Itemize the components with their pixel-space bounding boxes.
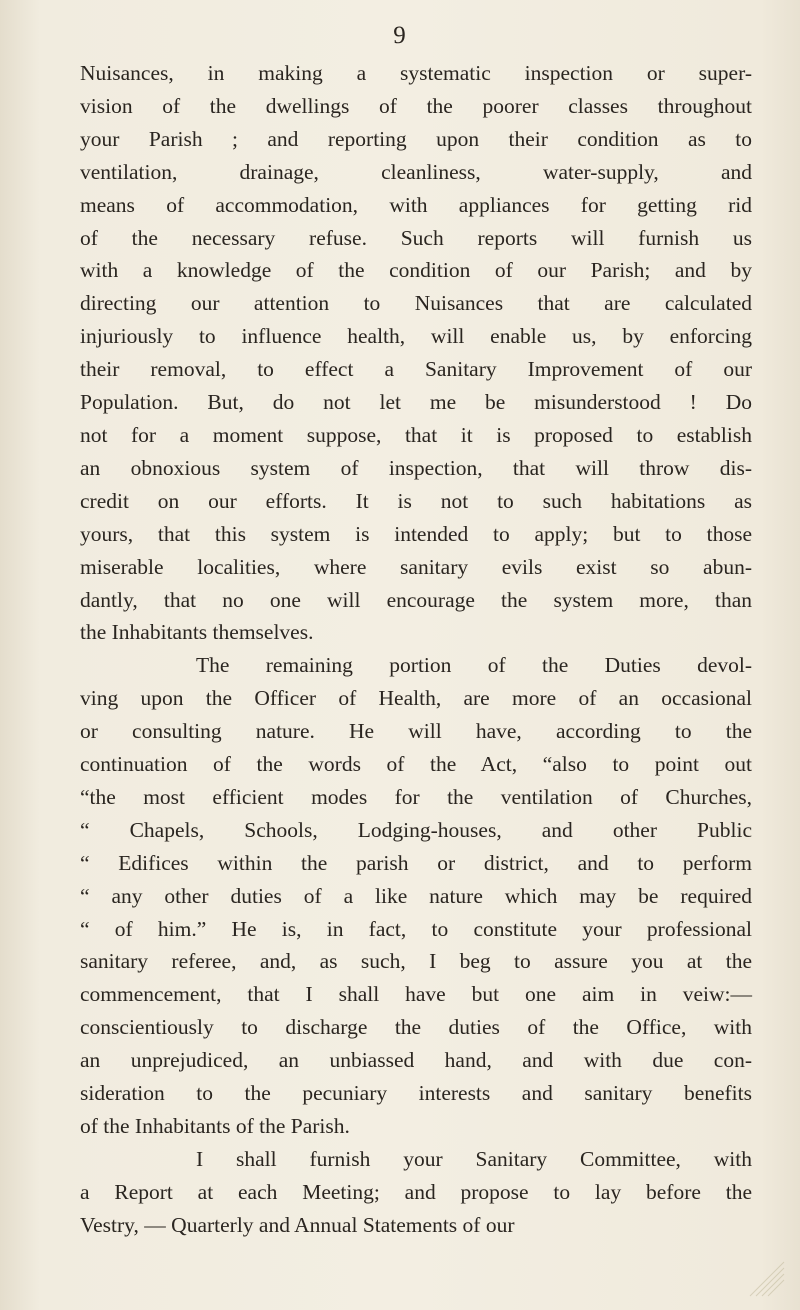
text-line: not for a moment suppose, that it is proposed to establish xyxy=(80,422,752,447)
page-number: 9 xyxy=(393,22,407,49)
text-line: continuation of the words of the Act, “also to point out xyxy=(80,752,752,777)
text-line: The remaining portion of the Duties devol- xyxy=(196,653,752,678)
text-line: “ of him.” He is, in fact, to constitute your professional xyxy=(80,916,752,941)
text-line: credit on our efforts. It is not to such habitations as xyxy=(80,488,752,513)
text-line: injuriously to influence health, will enable us, by enforcing xyxy=(80,324,752,349)
paragraph xyxy=(80,649,752,1143)
text-line: sanitary referee, and, as such, I beg to assure you at the xyxy=(80,949,752,974)
text-line: or consulting nature. He will have, according to the xyxy=(80,719,752,744)
text-line: ving upon the Officer of Health, are more of an occasional xyxy=(80,686,752,711)
text-line: an obnoxious system of inspection, that will throw dis- xyxy=(80,455,752,480)
text-line: “ Edifices within the parish or district, and to perform xyxy=(80,850,752,875)
text-line: yours, that this system is intended to apply; but to those xyxy=(80,521,752,546)
text-line: “ Chapels, Schools, Lodging-houses, and other Public xyxy=(80,817,752,842)
text-line: “ any other duties of a like nature which may be required xyxy=(80,883,752,908)
text-line: of the necessary refuse. Such reports will furnish us xyxy=(80,225,752,250)
text-line: their removal, to effect a Sanitary Improvement of our xyxy=(80,357,752,382)
text-line: dantly, that no one will encourage the system more, than xyxy=(80,587,752,612)
text-line: commencement, that I shall have but one aim in veiw:— xyxy=(80,982,752,1007)
text-line: miserable localities, where sanitary evils exist so abun- xyxy=(80,554,752,579)
text-line: with a knowledge of the condition of our Parish; and by xyxy=(80,258,752,283)
text-line: your Parish ; and reporting upon their condition as to xyxy=(80,126,752,151)
text-line: of the Inhabitants of the Parish. xyxy=(80,1114,350,1138)
text-line: “the most efficient modes for the ventilation of Churches, xyxy=(80,784,752,809)
text-line: sideration to the pecuniary interests and sanitary benefits xyxy=(80,1081,752,1106)
corner-smudge-icon xyxy=(746,1258,786,1298)
text-line: means of accommodation, with appliances for getting rid xyxy=(80,192,752,217)
text-line: directing our attention to Nuisances that are calculated xyxy=(80,291,752,316)
body-text xyxy=(80,57,752,1242)
text-line: a Report at each Meeting; and propose to lay before the xyxy=(80,1179,752,1204)
text-line: the Inhabitants themselves. xyxy=(80,620,314,645)
paragraph xyxy=(80,1143,752,1242)
text-line: an unprejudiced, an unbiassed hand, and with due con- xyxy=(80,1048,752,1073)
text-line: Nuisances, in making a systematic inspection or super- xyxy=(80,61,752,85)
paragraph xyxy=(80,57,752,649)
text-line: Population. But, do not let me be misunderstood ! Do xyxy=(80,390,752,415)
text-line: Vestry, — Quarterly and Annual Statements of our xyxy=(80,1212,515,1237)
text-line: ventilation, drainage, cleanliness, water-supply, and xyxy=(80,159,752,184)
text-line: I shall furnish your Sanitary Committee, with xyxy=(196,1146,752,1171)
text-line: conscientiously to discharge the duties of the Office, with xyxy=(80,1015,752,1040)
text-line: vision of the dwellings of the poorer classes throughout xyxy=(80,93,752,118)
